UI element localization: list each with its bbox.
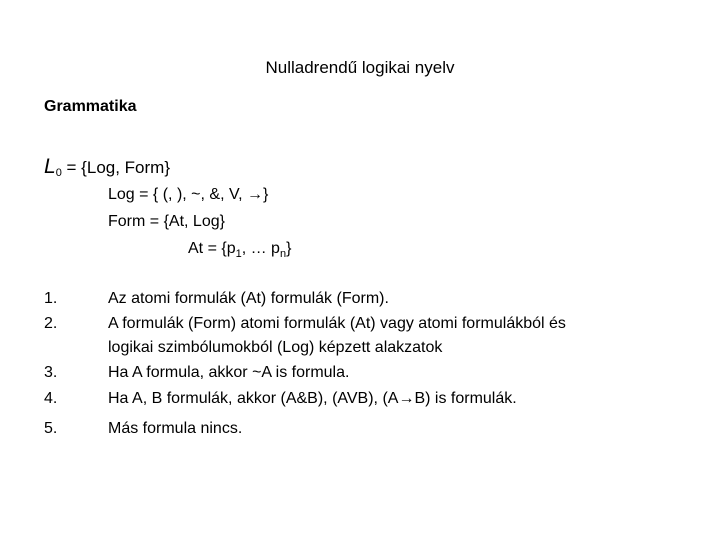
language-definition xyxy=(44,155,170,179)
at-definition-suffix: } xyxy=(286,240,292,257)
rule-text: Ha A, B formulák, akkor (A&B), (AVB), (A→B) is formulák. xyxy=(108,390,517,407)
language-definition-text: = {Log, Form} xyxy=(61,158,171,177)
at-subscript-n: n xyxy=(279,248,287,261)
rule-number: 3. xyxy=(44,364,58,381)
form-definition: Form = {At, Log} xyxy=(108,213,225,230)
rule-text: Az atomi formulák (At) formulák (Form). xyxy=(108,290,389,307)
log-definition: Log = { (, ), ~, &, V, →} xyxy=(108,186,269,203)
at-definition-prefix: At = {p xyxy=(188,240,236,257)
rule-text: Más formula nincs. xyxy=(108,420,243,437)
language-symbol: L xyxy=(44,155,56,178)
slide-title: Nulladrendű logikai nyelv xyxy=(265,58,455,77)
rule-text: Ha A formula, akkor ~A is formula. xyxy=(108,364,350,381)
rule-text: A formulák (Form) atomi formulák (At) vagy atomi formulákból és xyxy=(108,315,566,332)
rule-text-continuation: logikai szimbólumokból (Log) képzett alakzatok xyxy=(108,339,443,356)
rule-number: 1. xyxy=(44,290,58,307)
rule-number: 5. xyxy=(44,420,58,437)
at-subscript-1: 1 xyxy=(235,248,242,261)
at-definition-middle: , … p xyxy=(241,240,280,257)
rule-number: 2. xyxy=(44,315,58,332)
rule-number: 4. xyxy=(44,390,58,407)
section-heading: Grammatika xyxy=(44,98,137,115)
at-definition xyxy=(188,240,291,260)
language-subscript: 0 xyxy=(55,167,62,179)
